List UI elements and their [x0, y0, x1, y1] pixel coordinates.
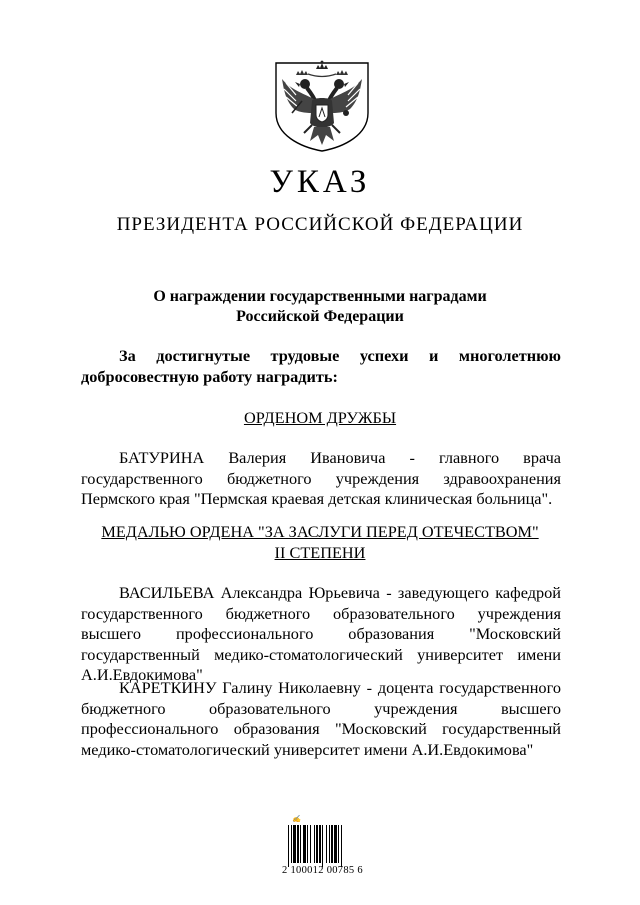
barcode-bar: [316, 825, 318, 863]
recipient-paragraph: КАРЕТКИНУ Галину Николаевну - доцента государственного бюджетного образовательного учреждения высшего профессионального образования "Московский государственный медико-стоматологический университет имени А.И.Евдокимова": [81, 678, 561, 759]
barcode-bar: [300, 825, 301, 863]
document-title: УКАЗ: [269, 164, 371, 200]
barcode-bar: [331, 825, 333, 863]
barcode-bar: [297, 825, 299, 863]
award-title-medal-line1: МЕДАЛЬЮ ОРДЕНА "ЗА ЗАСЛУГИ ПЕРЕД ОТЕЧЕСТВОМ": [101, 522, 539, 541]
award-title-medal: [60, 522, 580, 563]
barcode-bar: [291, 825, 292, 863]
decree-intro: За достигнутые трудовые успехи и многолетнюю добросовестную работу наградить:: [81, 346, 561, 386]
recipient-paragraph: БАТУРИНА Валерия Ивановича - главного врача государственного бюджетного учреждения здравоохранения Пермского края "Пермская краевая детская клиническая больница".: [81, 448, 561, 508]
state-emblem-icon: [272, 57, 372, 153]
barcode-bar: [338, 825, 339, 863]
barcode-bar: [288, 825, 289, 867]
barcode-bar: [303, 825, 306, 863]
barcode-bar: [314, 825, 315, 863]
barcode-bars: [286, 825, 366, 867]
document-subtitle: ПРЕЗИДЕНТА РОССИЙСКОЙ ФЕДЕРАЦИИ: [116, 214, 524, 235]
barcode-bar: [310, 825, 311, 863]
barcode-bar: [322, 825, 323, 867]
decree-heading-line2: Российской Федерации: [236, 308, 404, 325]
award-title-order-of-friendship: ОРДЕНОМ ДРУЖБЫ: [243, 408, 397, 427]
decree-heading: [120, 287, 520, 327]
barcode-bar: [334, 825, 337, 863]
barcode-bar: [293, 825, 296, 863]
barcode-bar: [307, 825, 308, 863]
barcode-bar: [341, 825, 342, 867]
decree-heading-line1: О награждении государственными наградами: [153, 288, 487, 305]
recipient-paragraph: ВАСИЛЬЕВА Александра Юрьевича - заведующего кафедрой государственного бюджетного образовательного учреждения высшего профессионального образования "Московский государственный медико-стоматологический университет имени А.И.Евдокимова": [81, 583, 561, 684]
barcode-number: 2 100012 00785 6: [282, 865, 363, 876]
barcode-bar: [329, 825, 330, 863]
barcode-bar: [319, 825, 321, 863]
barcode-mark-icon: ✍: [292, 815, 301, 823]
barcode-bar: [326, 825, 327, 863]
award-title-medal-line2: II СТЕПЕНИ: [274, 542, 366, 562]
